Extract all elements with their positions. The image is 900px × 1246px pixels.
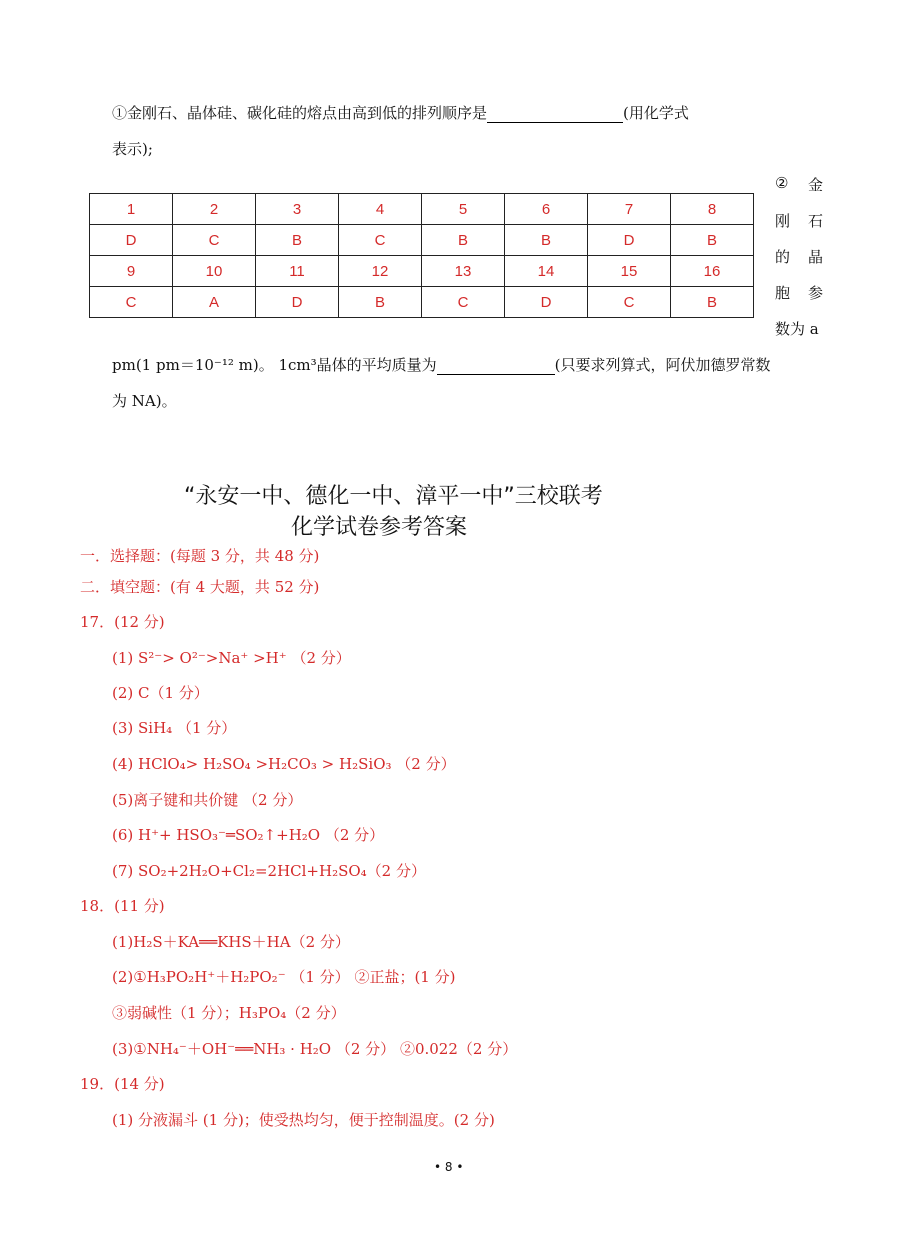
table-cell: D — [256, 287, 339, 318]
table-cell: 14 — [505, 256, 588, 287]
table-cell: 8 — [671, 194, 754, 225]
page-subtitle: 化学试卷参考答案 — [291, 515, 468, 540]
side-char: ② — [775, 174, 789, 192]
table-row — [90, 287, 754, 318]
table-cell: D — [588, 225, 671, 256]
side-char: 参 — [807, 284, 823, 302]
table-row — [90, 194, 754, 225]
table-cell: 1 — [90, 194, 173, 225]
table-cell: 9 — [90, 256, 173, 287]
side-text-row-2 — [775, 210, 823, 231]
table-cell: 7 — [588, 194, 671, 225]
q19-answer-1: (1) 分液漏斗 (1 分)；使受热均匀，便于控制温度。(2 分) — [112, 1111, 495, 1129]
table-cell: C — [339, 225, 422, 256]
q17-answer-3: (3) SiH₄ （1 分） — [112, 719, 237, 737]
side-char: 胞 — [775, 284, 791, 302]
table-cell: 6 — [505, 194, 588, 225]
side-text-row-4 — [775, 282, 823, 303]
side-text-last: 数为 a — [775, 320, 819, 338]
table-cell: D — [90, 225, 173, 256]
answer-table — [89, 193, 754, 318]
q19-header: 19．(14 分) — [80, 1075, 165, 1093]
table-cell: B — [422, 225, 505, 256]
page-number: • 8 • — [434, 1160, 464, 1174]
q18-answer-3: ③弱碱性（1 分）；H₃PO₄（2 分） — [112, 1004, 346, 1022]
q18-answer-2: (2)①H₃PO₂H⁺＋H₂PO₂⁻ （1 分） ②正盐；(1 分) — [112, 968, 456, 986]
table-cell: 15 — [588, 256, 671, 287]
table-cell: D — [505, 287, 588, 318]
table-cell: B — [339, 287, 422, 318]
side-text-row-1 — [775, 174, 823, 195]
question-item2-line2 — [112, 354, 771, 375]
table-cell: C — [90, 287, 173, 318]
table-cell: 3 — [256, 194, 339, 225]
side-char: 刚 — [775, 212, 791, 230]
answer-blank-2 — [437, 356, 555, 375]
section-2: 二．填空题：(有 4 大题，共 52 分) — [80, 578, 320, 596]
side-char: 的 — [775, 248, 791, 266]
table-cell: C — [422, 287, 505, 318]
q18-answer-4: (3)①NH₄⁻＋OH⁻══NH₃ · H₂O （2 分） ②0.022（2 分） — [112, 1040, 518, 1058]
table-cell: 11 — [256, 256, 339, 287]
table-cell: B — [671, 287, 754, 318]
table-cell: B — [671, 225, 754, 256]
table-cell: 13 — [422, 256, 505, 287]
question-item1-line2: 表示); — [112, 140, 153, 158]
question-item1-line1 — [112, 102, 689, 123]
side-text-row-3 — [775, 246, 823, 267]
table-cell: 10 — [173, 256, 256, 287]
question-item2-suffix: (只要求列算式，阿伏加德罗常数 — [554, 356, 771, 374]
q18-answer-1: (1)H₂S＋KA══KHS＋HA（2 分） — [112, 933, 350, 951]
table-cell: 4 — [339, 194, 422, 225]
question-item1-suffix: (用化学式 — [623, 104, 689, 122]
table-cell: 2 — [173, 194, 256, 225]
table-row — [90, 225, 754, 256]
question-item2-prefix: pm(1 pm＝10⁻¹² m)。 1cm³晶体的平均质量为 — [112, 356, 437, 374]
q17-answer-4: (4) HClO₄> H₂SO₄ >H₂CO₃ > H₂SiO₃ （2 分） — [112, 755, 456, 773]
table-cell: C — [173, 225, 256, 256]
q17-answer-1: (1) S²⁻> O²⁻>Na⁺ >H⁺ （2 分） — [112, 649, 351, 667]
side-char: 晶 — [807, 248, 823, 266]
q18-header: 18．(11 分) — [80, 897, 165, 915]
table-cell: B — [256, 225, 339, 256]
table-cell: 12 — [339, 256, 422, 287]
table-cell: A — [173, 287, 256, 318]
q17-answer-2: (2) C（1 分） — [112, 684, 209, 702]
table-cell: 16 — [671, 256, 754, 287]
question-item1-prefix: ①金刚石、晶体硅、碳化硅的熔点由高到低的排列顺序是 — [112, 104, 488, 122]
answer-blank-1 — [487, 104, 623, 123]
question-item2-line3: 为 NA)。 — [112, 392, 177, 410]
table-cell: B — [505, 225, 588, 256]
side-char: 金 — [807, 176, 823, 194]
page-title: “永安一中、德化一中、漳平一中”三校联考 — [184, 484, 603, 509]
q17-header: 17．(12 分) — [80, 613, 165, 631]
q17-answer-6: (6) H⁺+ HSO₃⁻═SO₂↑+H₂O （2 分） — [112, 826, 385, 844]
side-char: 石 — [807, 212, 823, 230]
table-cell: C — [588, 287, 671, 318]
section-1: 一．选择题：(每题 3 分，共 48 分) — [80, 547, 320, 565]
q17-answer-5: (5)离子键和共价键 （2 分） — [112, 791, 303, 809]
q17-answer-7: (7) SO₂+2H₂O+Cl₂=2HCl+H₂SO₄（2 分） — [112, 862, 426, 880]
table-cell: 5 — [422, 194, 505, 225]
table-row — [90, 256, 754, 287]
